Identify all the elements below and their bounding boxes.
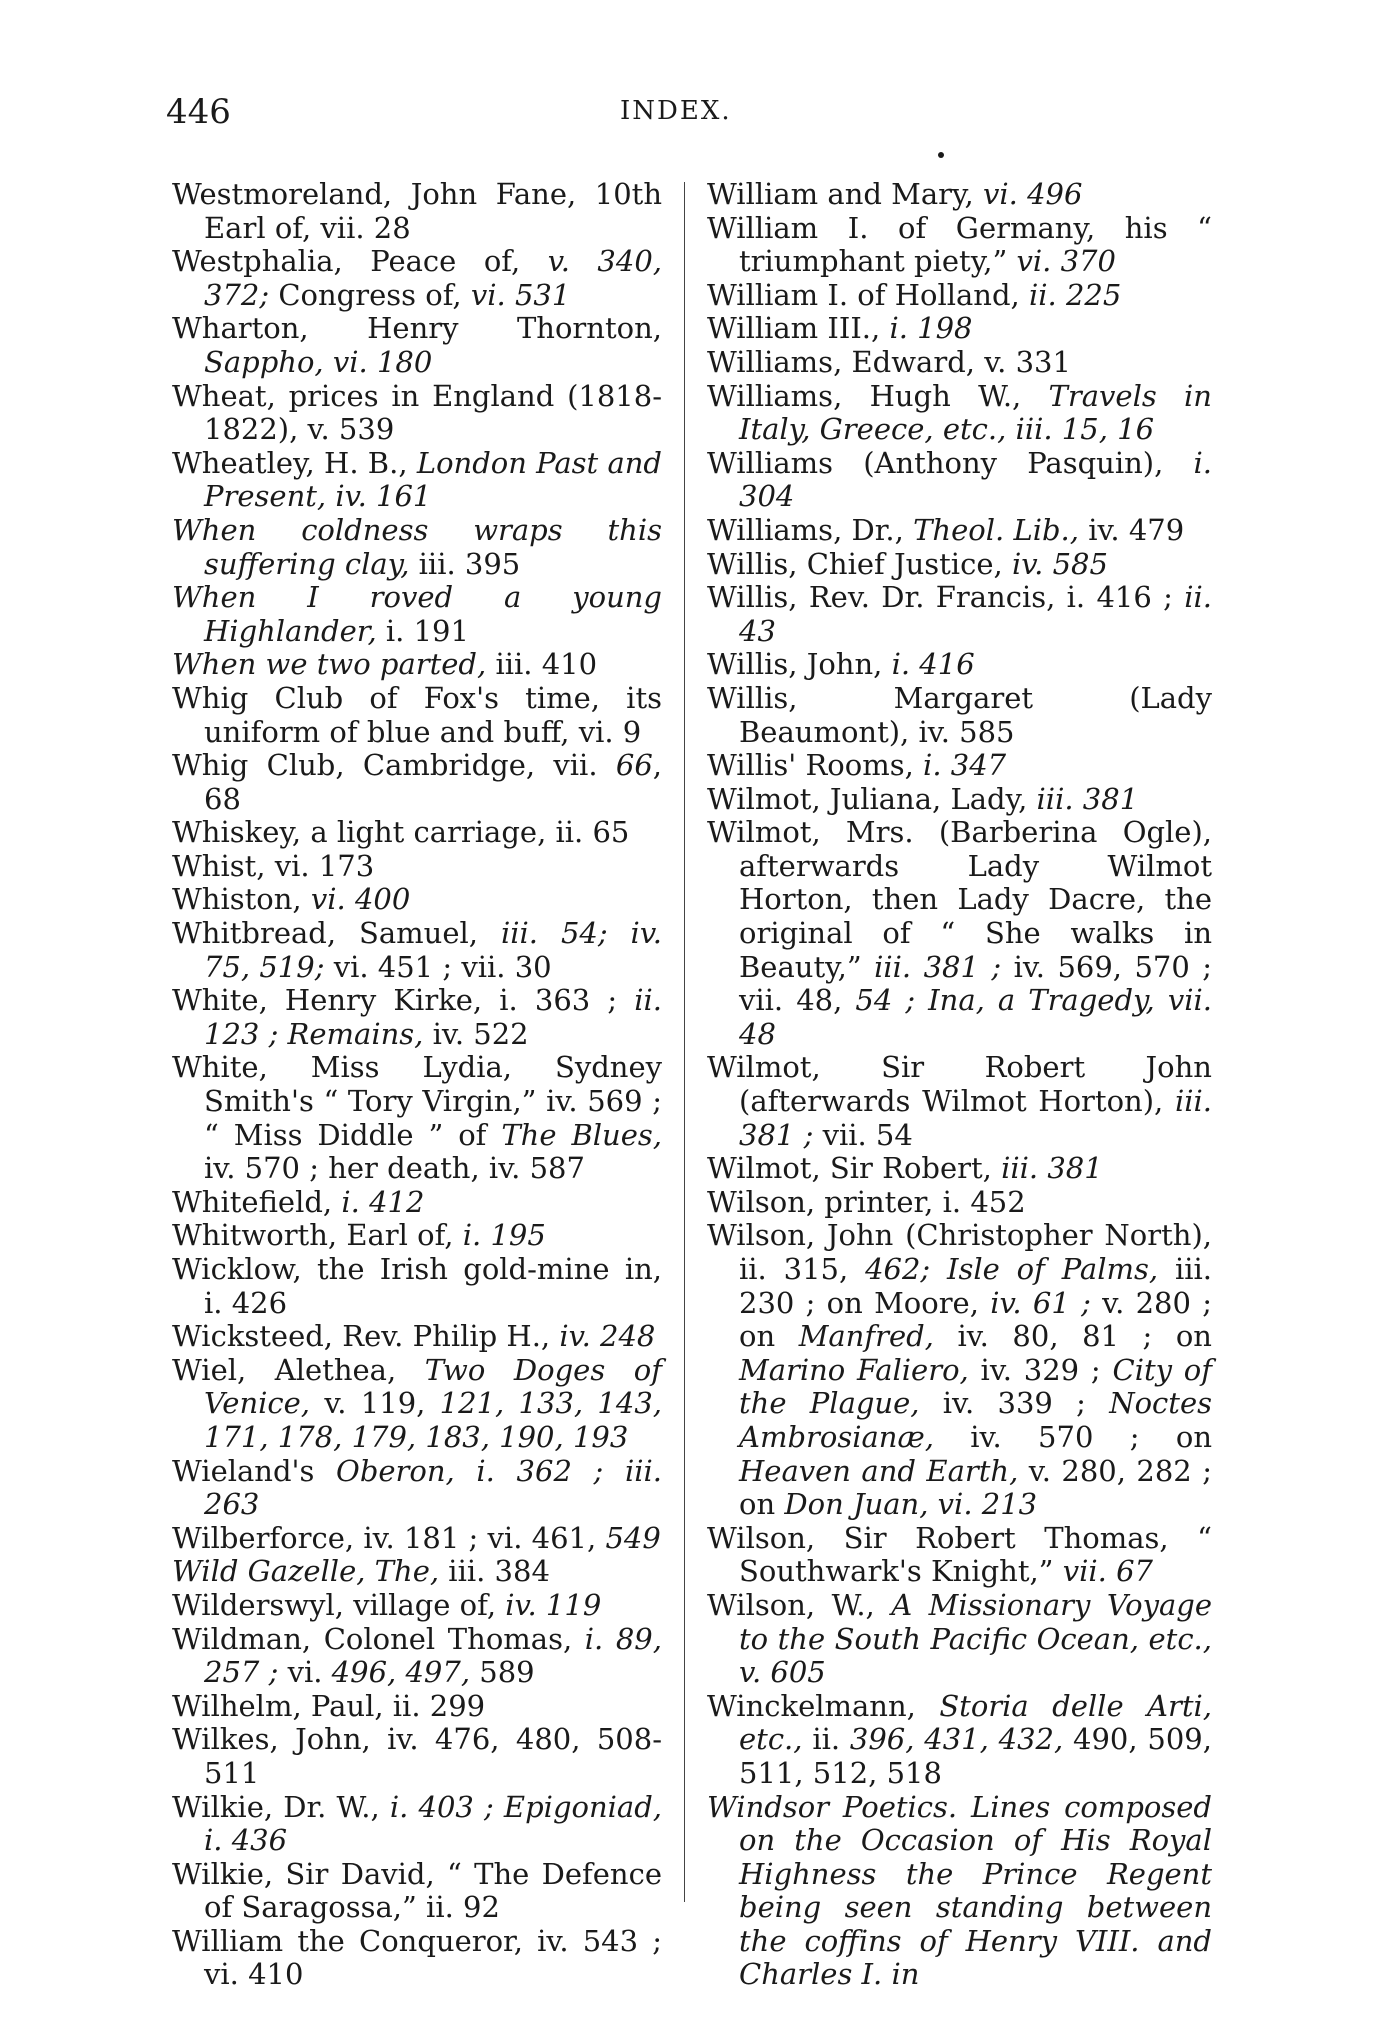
entry-segment: Wilmot, Juliana, Lady, (707, 781, 1037, 816)
index-entry (172, 850, 662, 884)
index-entry (707, 447, 1212, 514)
entry-segment: Storia delle Arti, etc., (739, 1688, 1212, 1757)
entry-segment: ii. (812, 1722, 850, 1757)
entry-segment: William I. of Germany, his “ triumphant piety,” (707, 210, 1212, 279)
entry-segment: Wicksteed, Rev. Philip H., (172, 1319, 560, 1354)
entry-segment: Willis' Rooms, (707, 748, 924, 783)
entry-segment: iii. 54; iv. 75, 519; (204, 916, 662, 984)
entry-segment: London Past and Present, iv. 161 (204, 445, 662, 514)
entry-segment: iv. 80, 81 ; on (957, 1319, 1212, 1354)
entry-segment: 496, 497, (331, 1655, 480, 1690)
entry-segment: iv. 479 (1088, 512, 1185, 547)
index-entry (707, 648, 1212, 682)
index-entry (172, 984, 662, 1051)
index-entry (707, 1690, 1212, 1791)
entry-segment: iv. 61 ; (990, 1285, 1103, 1320)
entry-segment: Willis, John, (707, 647, 892, 682)
entry-segment: v. 280 ; on (739, 1285, 1212, 1354)
index-entry (172, 447, 662, 514)
index-entry (172, 883, 662, 917)
entry-segment: iii. 410 (495, 647, 598, 682)
entry-segment: vi. (287, 1655, 332, 1690)
index-entry (707, 346, 1212, 380)
entry-segment: iv. 329 ; (980, 1352, 1113, 1387)
running-head: INDEX. (620, 96, 732, 126)
entry-segment: Winckelmann, (707, 1688, 940, 1723)
entry-segment: iv. 248 (559, 1319, 656, 1354)
index-entry (707, 514, 1212, 548)
entry-segment: Wilkes, John, iv. 476, 480, 508-511 (172, 1722, 662, 1790)
entry-segment: iv. 570 ; her death, iv. 587 (204, 1151, 585, 1186)
entry-segment: i. 198 (889, 311, 973, 346)
entry-segment: iii. 381 (1001, 1151, 1103, 1186)
entry-segment: v. 340, 372; (204, 244, 663, 312)
entry-segment: i. 412 (341, 1184, 425, 1219)
entry-segment: ii. 43 (739, 580, 1212, 648)
entry-segment: i. 89, 257 ; (204, 1621, 662, 1690)
entry-segment: 121, 133, 143, 171, 178, 179, 183, 190, 193 (204, 1386, 662, 1454)
index-entry (172, 1589, 662, 1623)
page-number: 446 (166, 92, 231, 132)
index-column-right (707, 178, 1212, 1992)
entry-segment: iv. 569, 570 ; vii. 48, (739, 949, 1212, 1018)
entry-segment: vi. 451 ; vii. 30 (333, 949, 552, 984)
entry-segment: 490, 509, 511, 512, 518 (739, 1722, 1212, 1790)
entry-segment: i. 191 (385, 613, 469, 648)
entry-segment: 54 ; Ina, a Tragedy, vii. 48 (739, 983, 1212, 1051)
entry-segment: vi. 496 (982, 177, 1083, 211)
index-entry (172, 1253, 662, 1320)
entry-segment: Whig Club, Cambridge, vii. (172, 748, 616, 783)
index-entry (172, 380, 662, 447)
ink-dot (938, 152, 944, 158)
entry-segment: iii. 395 (418, 546, 521, 581)
entry-segment: i. 195 (462, 1218, 546, 1253)
entry-segment: Wharton, Henry Thornton, (172, 311, 662, 346)
entry-segment: Whitefield, (172, 1184, 342, 1219)
entry-segment: vii. 67 (1062, 1554, 1154, 1589)
index-entry (707, 1219, 1212, 1521)
entry-segment: ii. 225 (1028, 277, 1122, 312)
entry-segment: iv. 522 (432, 1016, 529, 1051)
index-entry (172, 1522, 662, 1556)
column-rule (684, 182, 685, 1902)
entry-segment: Travels in Italy, Greece, etc., iii. 15, 16 (739, 378, 1212, 447)
entry-segment: 462; Isle of Palms, (865, 1252, 1175, 1286)
entry-segment: i. 403 ; Epigoniad, i. 436 (204, 1789, 662, 1858)
entry-segment: 549 (605, 1520, 661, 1555)
entry-segment: Williams, Hugh W., (707, 378, 1049, 413)
entry-segment: Wildman, Colonel Thomas, (172, 1621, 585, 1656)
index-entry (172, 1791, 662, 1858)
index-entry (707, 682, 1212, 749)
index-entry (707, 548, 1212, 582)
entry-segment: Wilkie, Dr. W., (172, 1789, 390, 1824)
entry-segment: When coldness wraps this suffering clay, (172, 512, 662, 581)
entry-segment: Wild Gazelle, The, (172, 1554, 449, 1589)
entry-segment: iii. 381 ; (874, 949, 1014, 984)
entry-segment: Wheatley, H. B., (172, 445, 417, 480)
entry-segment: Wilkie, Sir David, “ The Defence of Saragossa,” ii. 92 (172, 1856, 662, 1925)
index-entry (707, 1589, 1212, 1690)
index-entry (172, 581, 662, 648)
entry-segment: Wilderswyl, village of, (172, 1587, 506, 1622)
entry-segment: Wieland's (172, 1453, 337, 1488)
index-entry (707, 581, 1212, 648)
index-entry (172, 245, 662, 312)
entry-segment: vi. 400 (310, 882, 411, 917)
entry-segment: William and Mary, (707, 177, 983, 211)
index-entry (172, 816, 662, 850)
entry-segment: vi. 370 (1016, 244, 1116, 279)
index-entry (172, 1690, 662, 1724)
entry-segment: White, Miss Lydia, Sydney Smith's “ Tory Virgin,” iv. 569 ; “ Miss Diddle ” of (172, 1050, 662, 1152)
index-entry (707, 212, 1212, 279)
entry-segment: Wilhelm, Paul, ii. 299 (172, 1688, 486, 1723)
entry-segment: i. 304 (739, 445, 1212, 514)
index-entry (172, 917, 662, 984)
entry-segment: Williams, Dr., (707, 512, 914, 547)
entry-segment: 66 (615, 748, 653, 783)
entry-segment: Willis, Rev. Dr. Francis, i. 416 ; (707, 580, 1185, 615)
entry-segment: William III., (707, 311, 890, 346)
entry-segment: Congress of, (278, 277, 471, 312)
entry-segment: Noctes Ambrosianæ, (739, 1386, 1212, 1454)
entry-segment: iii. 381 ; (739, 1084, 1212, 1152)
index-entry (172, 1186, 662, 1220)
entry-segment: City of the Plague, (739, 1352, 1212, 1421)
index-entry (707, 1152, 1212, 1186)
index-entry (172, 682, 662, 749)
index-entry (707, 312, 1212, 346)
index-entry (172, 749, 662, 816)
index-entry (172, 1555, 662, 1589)
index-entry (172, 1354, 662, 1455)
entry-segment: Wilmot, Sir Robert, (707, 1151, 1002, 1186)
entry-segment: Oberon, i. 362 ; iii. 263 (204, 1453, 662, 1522)
index-entry (707, 783, 1212, 817)
index-entry (172, 178, 662, 245)
entry-segment: Whiston, (172, 882, 311, 917)
entry-segment: Wilson, John (Christopher North), ii. 315, (707, 1218, 1212, 1286)
index-entry (172, 1623, 662, 1690)
index-entry (172, 1858, 662, 1925)
entry-segment: William I. of Holland, (707, 277, 1029, 312)
index-entry (707, 380, 1212, 447)
entry-segment: The Blues, (501, 1117, 662, 1152)
entry-segment: White, Henry Kirke, i. 363 ; (172, 983, 635, 1018)
entry-segment: iv. 570 ; on (970, 1419, 1212, 1454)
index-entry (707, 816, 1212, 1051)
entry-segment: v. 280, 282 ; on (739, 1453, 1212, 1522)
entry-segment: iii. 384 (448, 1554, 550, 1589)
entry-segment: Wilmot, Mrs. (Barberina Ogle), afterwards Lady Wilmot Horton, then Lady Dacre, the original of “ She walks in Beauty,” (707, 815, 1212, 984)
entry-segment: When we two parted, (172, 647, 496, 682)
entry-segment: i. 416 (891, 647, 975, 682)
index-entry (172, 514, 662, 581)
entry-segment: iii. 230 ; on Moore, (739, 1252, 1212, 1320)
page-header (0, 92, 1378, 142)
entry-segment: Williams (Anthony Pasquin), (707, 445, 1194, 480)
entry-segment: iii. 381 (1036, 781, 1139, 816)
entry-segment: Wilmot, Sir Robert John (afterwards Wilmot Horton), (707, 1050, 1212, 1119)
entry-segment: , 68 (204, 748, 662, 816)
entry-segment: Manfred, (798, 1319, 958, 1354)
entry-segment: 396, 431, 432, (849, 1722, 1074, 1757)
index-entry (707, 1791, 1212, 1993)
entry-segment: iv. 119 (505, 1587, 602, 1622)
index-entry (172, 1320, 662, 1354)
entry-segment: Wilson, printer, i. 452 (707, 1184, 1026, 1219)
entry-segment: Don Juan, vi. 213 (784, 1487, 1038, 1522)
index-entry (707, 1051, 1212, 1152)
index-entry (172, 1723, 662, 1790)
entry-segment: Heaven and Earth, (739, 1453, 1029, 1488)
entry-segment: Whist, vi. 173 (172, 848, 375, 883)
entry-segment: Willis, Margaret (Lady Beaumont), iv. 585 (707, 680, 1212, 749)
entry-segment: Two Doges of Venice, (204, 1352, 662, 1421)
entry-segment: Whig Club of Fox's time, its uniform of blue and buff, vi. 9 (172, 680, 662, 749)
index-entry (707, 749, 1212, 783)
entry-segment: vi. 531 (470, 277, 571, 312)
entry-segment: v. 119, (324, 1386, 440, 1421)
entry-segment: Whitworth, Earl of, (172, 1218, 463, 1253)
entry-segment: Whiskey, a light carriage, ii. 65 (172, 815, 630, 850)
index-entry (172, 648, 662, 682)
entry-segment: Wheat, prices in England (1818-1822), v. 539 (172, 378, 662, 447)
entry-segment: Sappho, vi. 180 (204, 344, 433, 379)
entry-segment: ii. 123 ; Remains, (204, 983, 662, 1051)
index-entry (172, 1219, 662, 1253)
entry-segment: Westphalia, Peace of, (172, 244, 548, 279)
index-entry (172, 1925, 662, 1992)
entry-segment: Wilson, Sir Robert Thomas, “ Southwark's Knight,” (707, 1520, 1212, 1589)
index-entry (707, 1186, 1212, 1220)
entry-segment: A Missionary Voyage to the South Pacific Ocean, etc., v. 605 (739, 1587, 1212, 1690)
index-entry (707, 279, 1212, 313)
entry-segment: Wilberforce, iv. 181 ; vi. 461, (172, 1520, 606, 1555)
entry-segment: Wiel, Alethea, (172, 1352, 425, 1387)
entry-segment: iv. 585 (1011, 546, 1108, 581)
entry-segment: iv. 339 ; (942, 1386, 1110, 1421)
entry-segment: Wicklow, the Irish gold-mine in, i. 426 (172, 1252, 662, 1320)
entry-segment: Marino Faliero, (739, 1352, 981, 1387)
index-entry (707, 178, 1212, 212)
index-entry (172, 312, 662, 379)
index-entry (707, 1522, 1212, 1589)
entry-segment: i. 347 (923, 748, 1007, 783)
entry-segment: Willis, Chief Justice, (707, 546, 1012, 581)
index-column-left (172, 178, 662, 1992)
index-entry (172, 1051, 662, 1185)
entry-segment: Whitbread, Samuel, (172, 916, 501, 951)
entry-segment: Theol. Lib., (913, 512, 1089, 547)
entry-segment: Wilson, W., (707, 1587, 892, 1622)
entry-segment: vii. 54 (822, 1117, 913, 1152)
entry-segment: Westmoreland, John Fane, 10th Earl of, vii. 28 (172, 177, 662, 245)
entry-segment: When I roved a young Highlander, (172, 580, 662, 648)
entry-segment: 589 (479, 1655, 535, 1690)
entry-segment: William the Conqueror, iv. 543 ; vi. 410 (172, 1923, 662, 1992)
entry-segment: Windsor Poetics. Lines composed on the Occasion of His Royal Highness the Prince Regent being seen standing between the coffins of Henry VIII. and Charles I. in (707, 1789, 1212, 1992)
index-entry (172, 1455, 662, 1522)
entry-segment: Williams, Edward, v. 331 (707, 344, 1071, 379)
